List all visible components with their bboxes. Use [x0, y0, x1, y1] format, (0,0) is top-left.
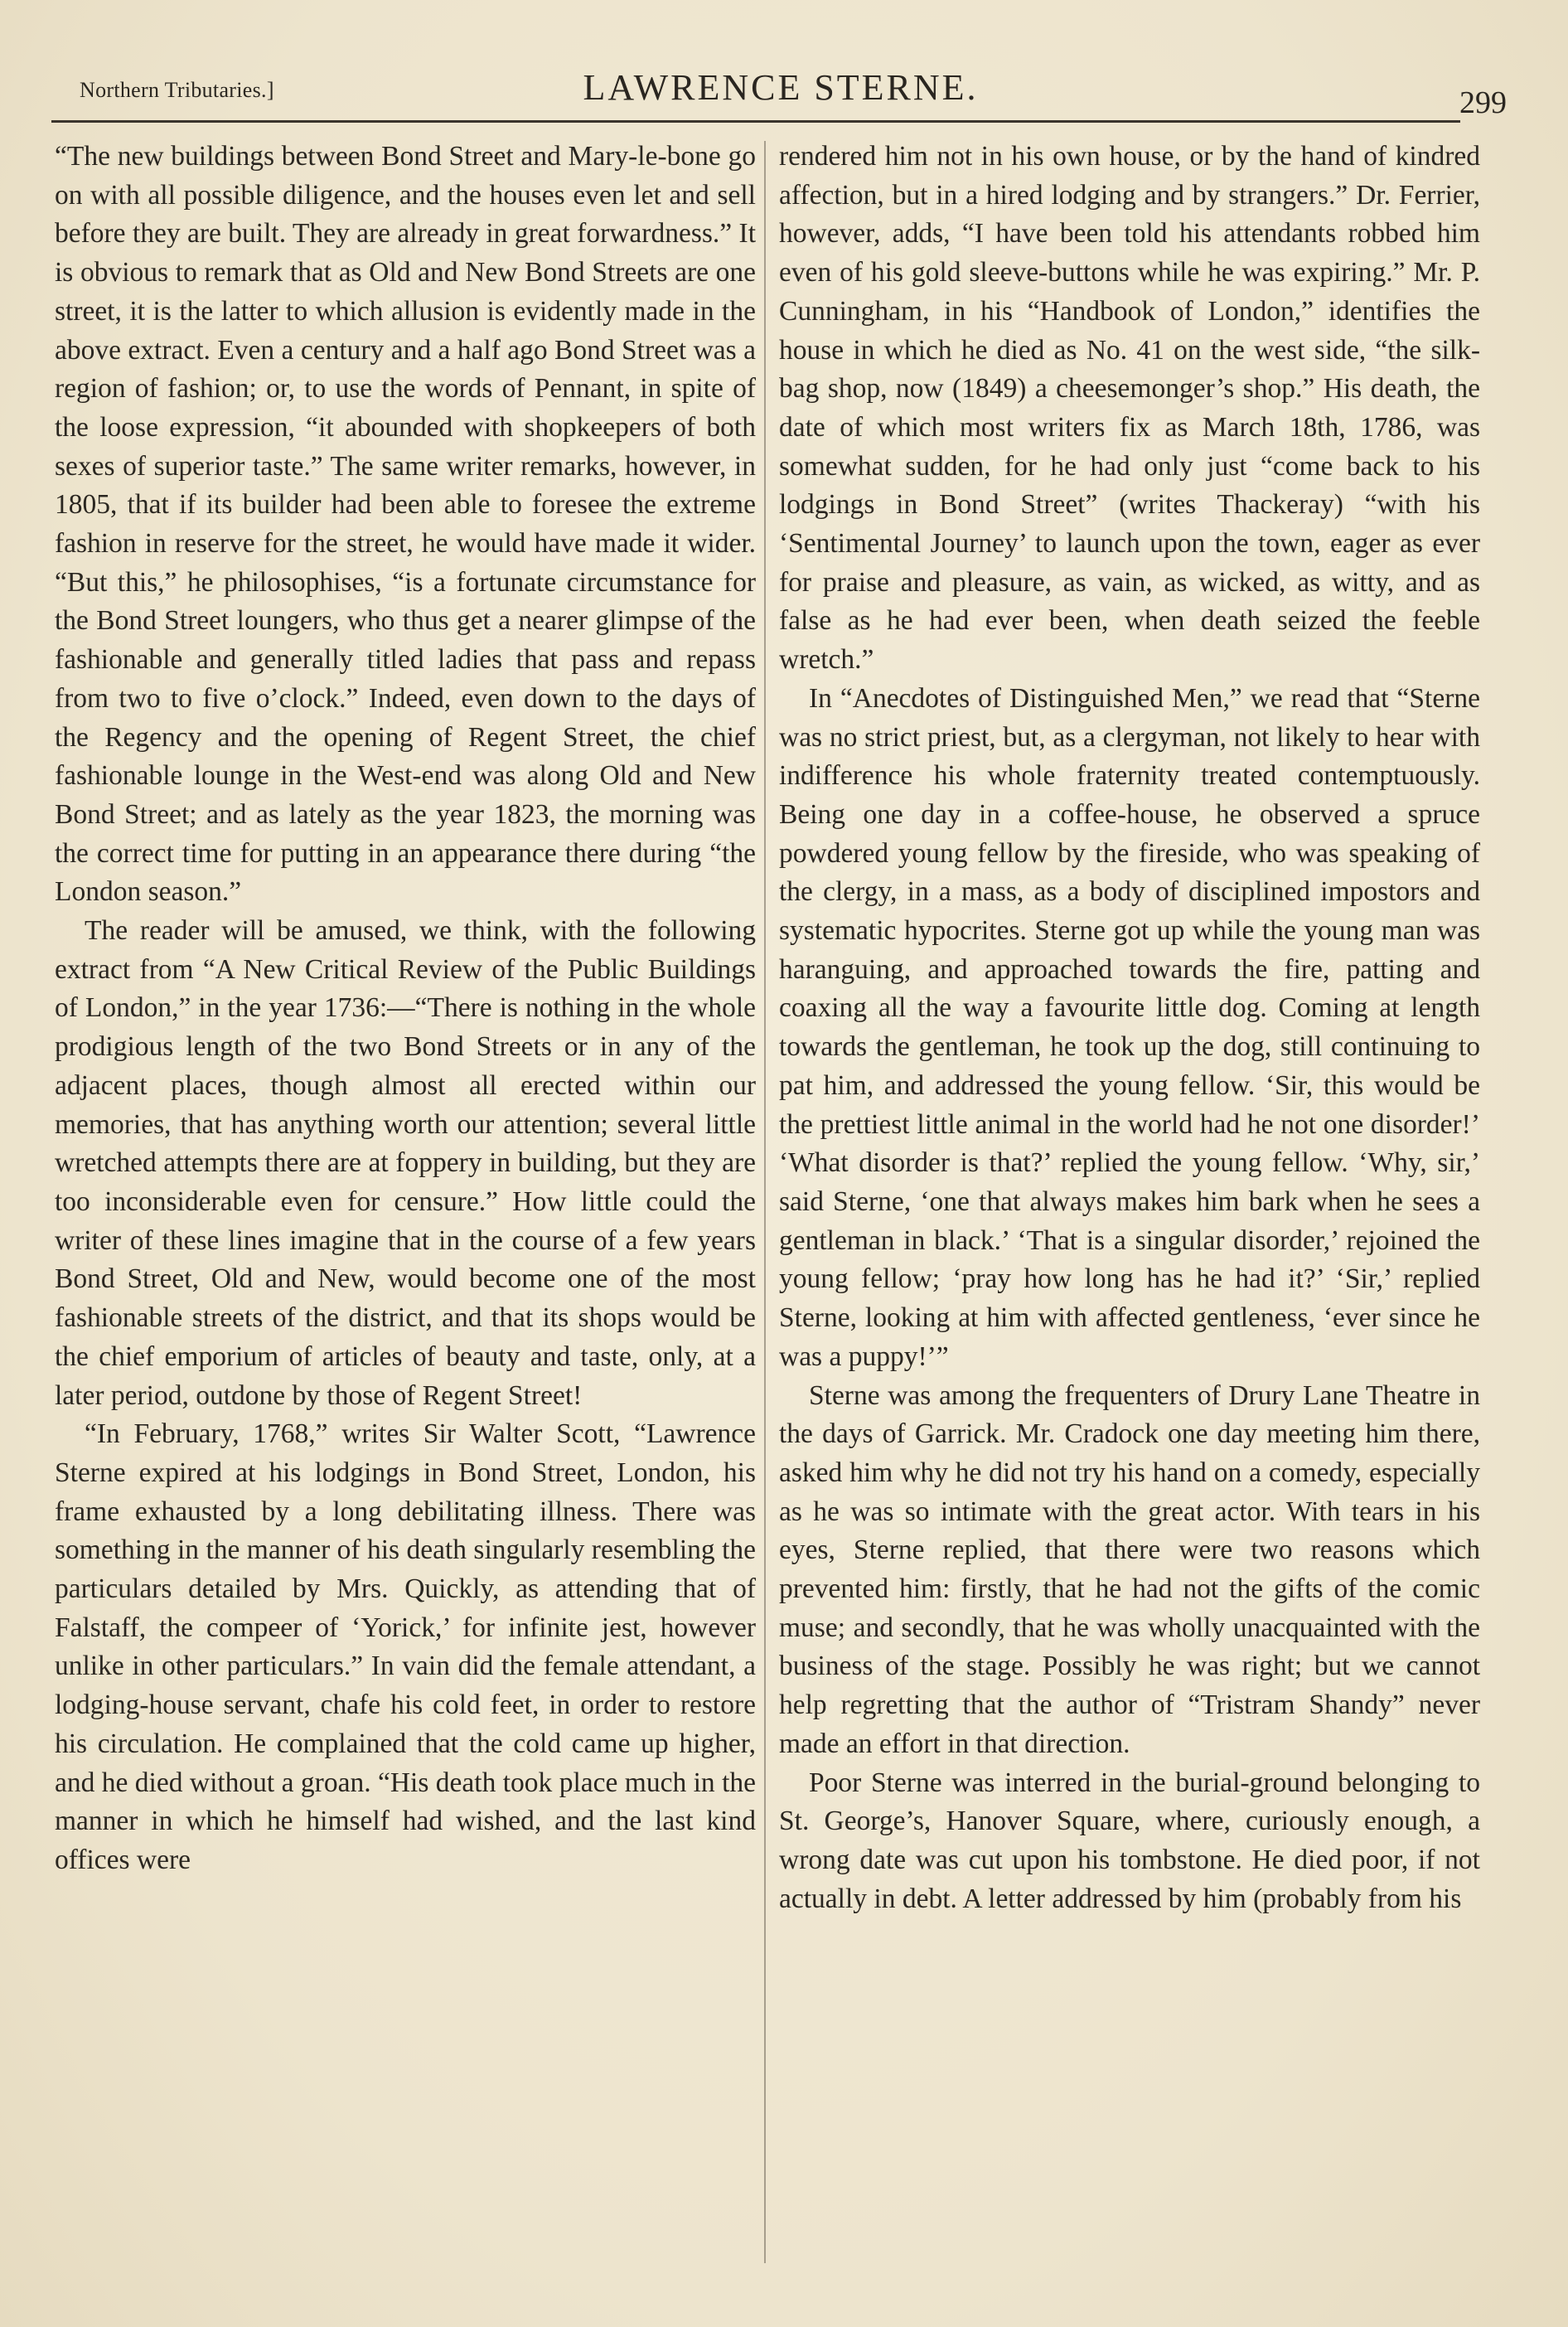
left-column — [55, 138, 756, 1880]
page-number: 299 — [1459, 85, 1507, 120]
running-head: Northern Tributaries.] — [80, 78, 274, 102]
paragraph: In “Anecdotes of Distinguished Men,” we read that “Sterne was no strict priest, but, as a clergyman, not likely to hear with indifference his whole fraternity treated contemptuously. Being one day in a coffee-house, he observed a spruce powdered young fellow by the fireside, who was speaking of the clergy, in a mass, as a body of disciplined impostors and systematic hypocrites. Sterne got up while the young man was haranguing, and approached towards the fire, patting and coaxing all the way a favourite little dog. Coming at length towards the gentleman, he took up the dog, still continuing to pat him, and addressed the young fellow. ‘Sir, this would be the prettiest little animal in the world had he not one disorder!’ ‘What disorder is that?’ replied the young fellow. ‘Why, sir,’ said Sterne, ‘one that always makes him bark when he sees a gentleman in black.’ ‘That is a singular disorder,’ rejoined the young fellow; ‘pray how long has he had it?’ ‘Sir,’ replied Sterne, looking at him with affected gentleness, ‘ever since he was a puppy!’” — [779, 682, 1480, 1372]
paragraph: “The new buildings between Bond Street and Mary-le-bone go on with all possible diligence, and the houses even let and sell before they are built. They are already in great forwardness.” It is obvious to remark that as Old and New Bond Streets are one street, it is the latter to which allusion is evidently made in the above extract. Even a century and a half ago Bond Street was a region of fashion; or, to use the words of Pennant, in spite of the loose expression, “it abounded with shopkeepers of both sexes of superior taste.” The same writer remarks, however, in 1805, that if its builder had been able to foresee the extreme fashion in reserve for the street, he would have made it wider. “But this,” he philosophises, “is a fortunate circumstance for the Bond Street loungers, who thus get a nearer glimpse of the fashionable and generally titled ladies that pass and repass from two to five o’clock.” Indeed, even down to the days of the Regency and the opening of Regent Street, the chief fashionable lounge in the West-end was along Old and New Bond Street; and as lately as the year 1823, the morning was the correct time for putting in an appearance there during “the London season.” — [55, 141, 756, 908]
paragraph: rendered him not in his own house, or by the hand of kindred affection, but in a hired lodging and by strangers.” Dr. Ferrier, however, adds, “I have been told his attendants robbed him even of his gold sleeve-buttons while he was expiring.” Mr. P. Cunningham, in his “Handbook of London,” identifies the house in which he died as No. 41 on the west side, “the silk-bag shop, now (1849) a cheesemonger’s shop.” His death, the date of which most writers fix as March 18th, 1786, was somewhat sudden, for he had only just “come back to his lodgings in Bond Street” (writes Thackeray) “with his ‘Sentimental Journey’ to launch upon the town, eager as ever for praise and pleasure, as vain, as wicked, as witty, and as false as he had ever been, when death seized the feeble wretch.” — [779, 141, 1480, 676]
right-column — [779, 138, 1480, 1918]
paragraph: Sterne was among the frequenters of Drury Lane Theatre in the days of Garrick. Mr. Cradock one day meeting him there, asked him why he did not try his hand on a comedy, especially as he was so intimate with the great actor. With tears in his eyes, Sterne replied, that there were two reasons which prevented him: firstly, that he had not the gifts of the comic muse; and secondly, that he was wholly unacquainted with the business of the stage. Possibly he was right; but we cannot help regretting that the author of “Tristram Shandy” never made an effort in that direction. — [779, 1379, 1480, 1759]
page-title: LAWRENCE STERNE. — [583, 67, 979, 108]
paragraph: The reader will be amused, we think, with the following extract from “A New Critical Review of the Public Buildings of London,” in the year 1736:—“There is nothing in the whole prodigious length of the two Bond Streets or in any of the adjacent places, though almost all erected within our memories, that has anything worth our attention; several little wretched attempts there are at foppery in building, but they are too inconsiderable even for censure.” How little could the writer of these lines imagine that in the course of a few years Bond Street, Old and New, would become one of the most fashionable streets of the district, and that its shops would be the chief emporium of articles of beauty and taste, only, at a later period, outdone by those of Regent Street! — [55, 915, 756, 1411]
column-divider — [764, 141, 766, 2263]
header-rule — [51, 120, 1460, 123]
paragraph: Poor Sterne was interred in the burial-ground belonging to St. George’s, Hanover Square, where, curiously enough, a wrong date was cut upon his tombstone. He died poor, if not actually in debt. A letter addressed by him (probably from his — [779, 1767, 1480, 1914]
paragraph: “In February, 1768,” writes Sir Walter Scott, “Lawrence Sterne expired at his lodgings in Bond Street, London, his frame exhausted by a long debilitating illness. There was something in the manner of his death singularly resembling the particulars detailed by Mrs. Quickly, as attending that of Falstaff, the compeer of ‘Yorick,’ for infinite jest, however unlike in other particulars.” In vain did the female attendant, a lodging-house servant, chafe his cold feet, in order to restore his circulation. He complained that the cold came up higher, and he died without a groan. “His death took place much in the manner in which he himself had wished, and the last kind offices were — [55, 1418, 756, 1875]
page-header — [51, 66, 1510, 124]
